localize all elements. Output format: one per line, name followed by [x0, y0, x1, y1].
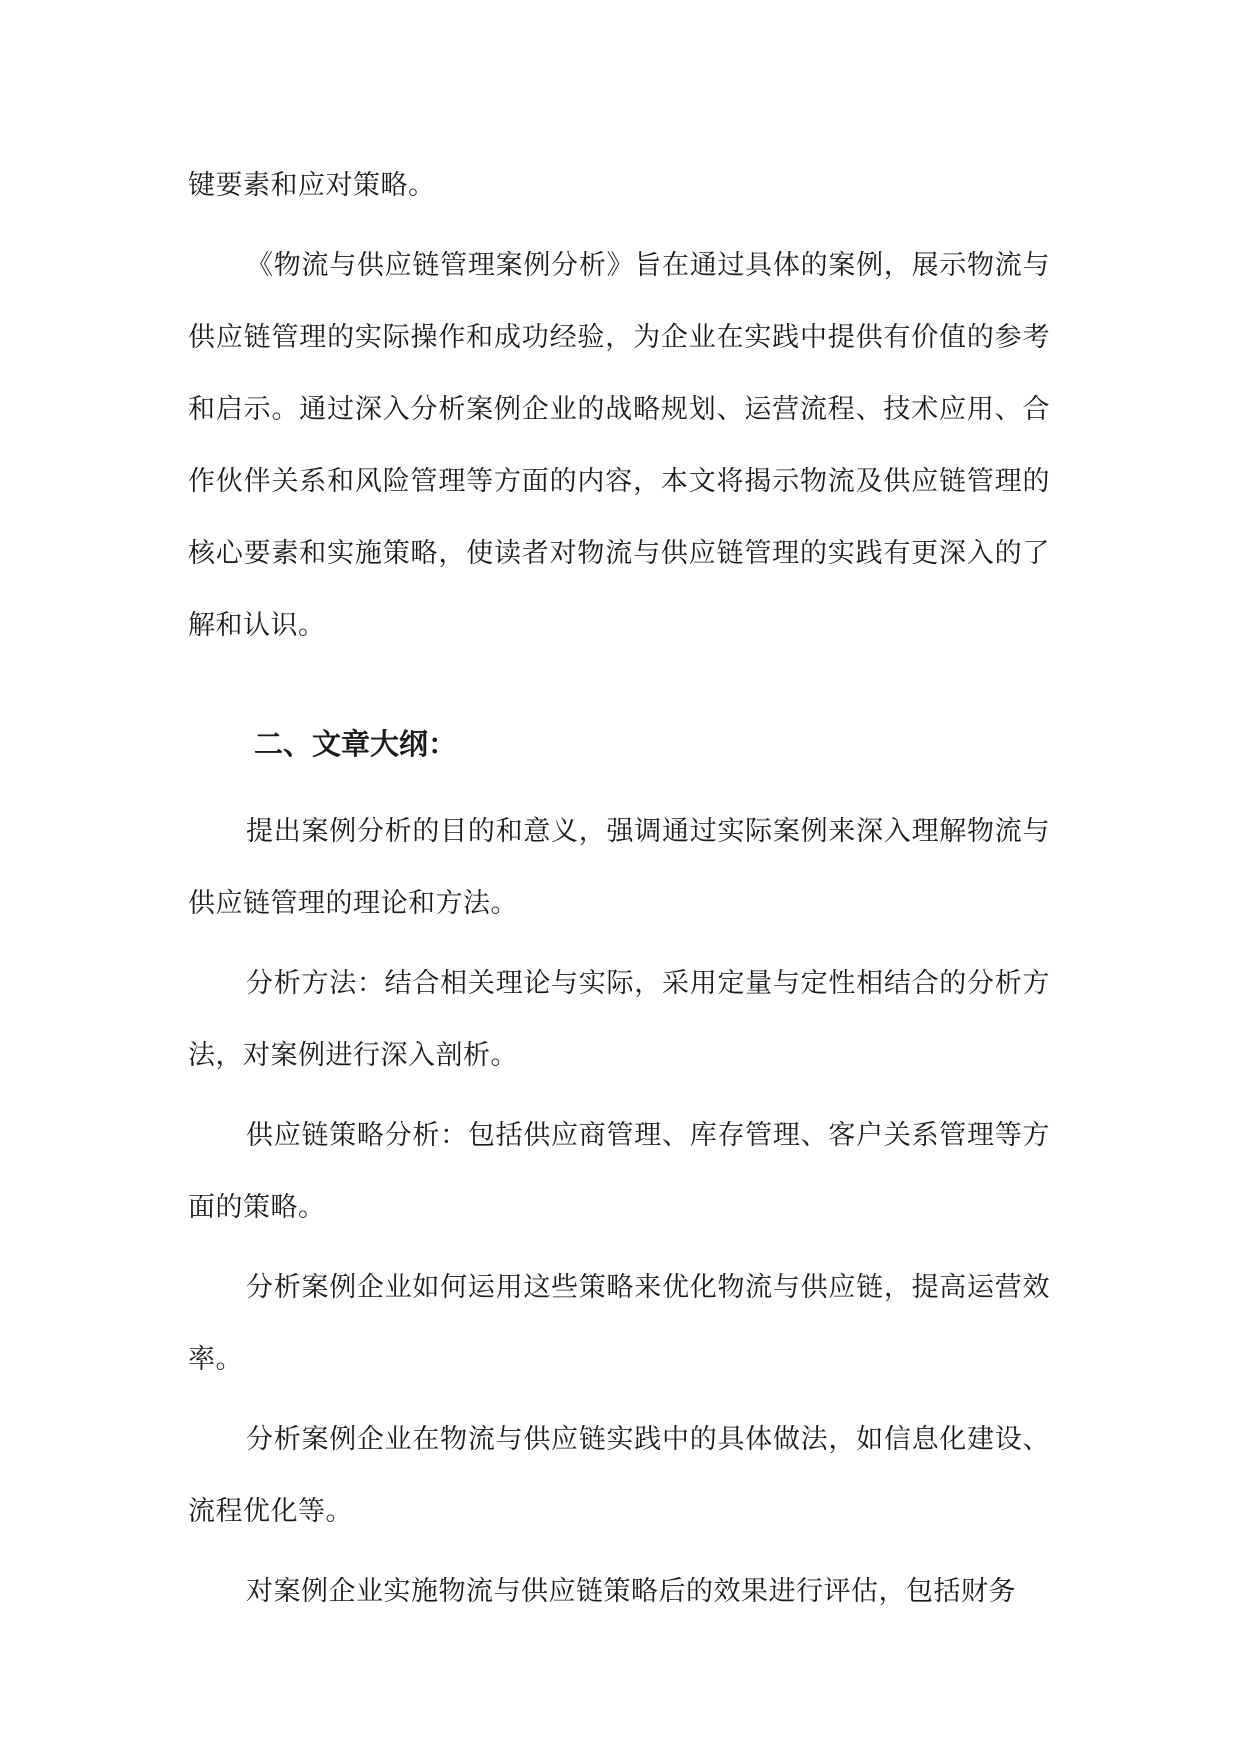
paragraph-optimization: 分析案例企业如何运用这些策略来优化物流与供应链，提高运营效率。 [188, 1272, 1050, 1375]
document-body [188, 150, 1050, 1628]
section-heading-outline: 二、文章大纲： [254, 727, 458, 761]
paragraph-introduction: 《物流与供应链管理案例分析》旨在通过具体的案例，展示物流与供应链管理的实际操作和成功经验，为企业在实践中提供有价值的参考和启示。通过深入分析案例企业的战略规划、运营流程、技术应用、合作伙伴关系和风险管理等方面的内容，本文将揭示物流及供应链管理的核心要素和实施策略，使读者对物流与供应链管理的实践有更深入的了解和认识。 [188, 250, 1050, 641]
paragraph-strategy: 供应链策略分析：包括供应商管理、库存管理、客户关系管理等方面的策略。 [188, 1120, 1050, 1223]
paragraph-purpose: 提出案例分析的目的和意义，强调通过实际案例来深入理解物流与供应链管理的理论和方法。 [188, 816, 1050, 919]
paragraph-method: 分析方法：结合相关理论与实际，采用定量与定性相结合的分析方法，对案例进行深入剖析。 [188, 968, 1050, 1071]
paragraph-practice: 分析案例企业在物流与供应链实践中的具体做法，如信息化建设、流程优化等。 [188, 1424, 1050, 1527]
paragraph-continuation: 键要素和应对策略。 [188, 170, 436, 201]
paragraph-evaluation: 对案例企业实施物流与供应链策略后的效果进行评估，包括财务 [246, 1576, 1016, 1607]
